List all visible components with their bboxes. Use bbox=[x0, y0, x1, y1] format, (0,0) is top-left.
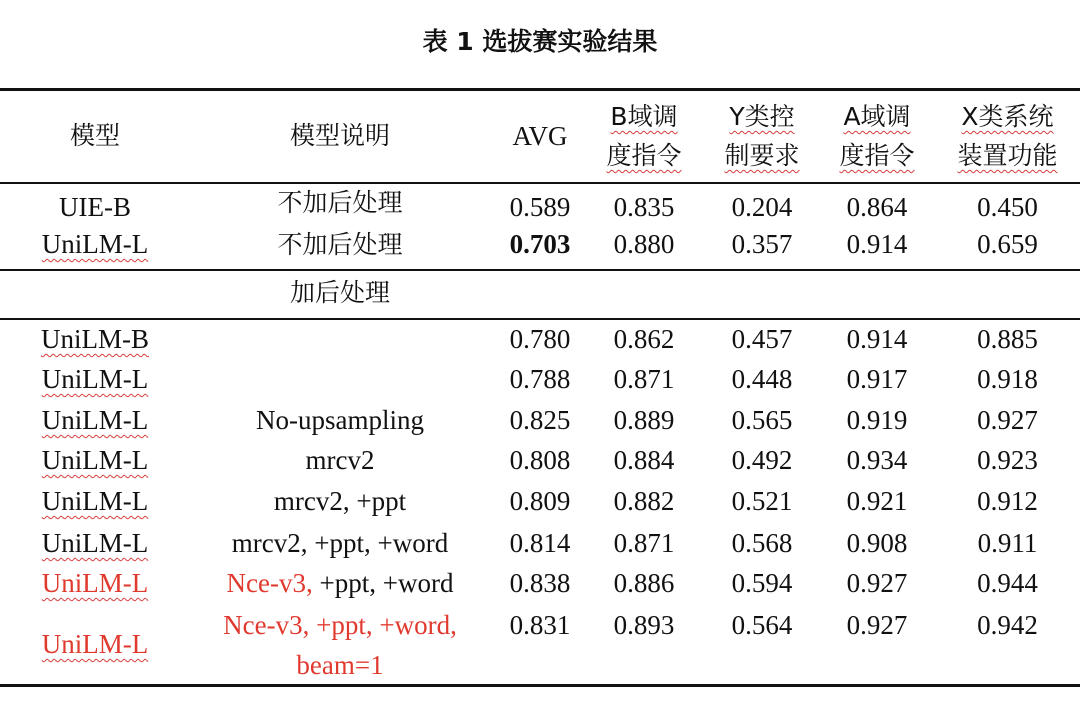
cell-b: 0.871 bbox=[613, 528, 675, 558]
cell-avg: 0.831 bbox=[509, 610, 571, 640]
cell-y: 0.457 bbox=[731, 324, 793, 354]
cell-b: 0.835 bbox=[613, 192, 675, 222]
cell-avg: 0.788 bbox=[509, 364, 571, 394]
cell-desc: 不加后处理 bbox=[277, 188, 403, 217]
cell-y: 0.204 bbox=[731, 192, 793, 222]
cell-desc bbox=[205, 319, 475, 359]
header-rule bbox=[0, 182, 1080, 184]
cell-model-text: UniLM-L bbox=[41, 568, 149, 598]
header-avg: AVG bbox=[512, 121, 568, 151]
cell-a: 0.914 bbox=[846, 324, 908, 354]
cell-y: 0.492 bbox=[731, 445, 793, 475]
cell-b: 0.889 bbox=[613, 405, 675, 435]
cell-model-text: UniLM-L bbox=[41, 229, 149, 259]
cell-desc: mrcv2, +ppt bbox=[273, 486, 407, 516]
cell-avg: 0.814 bbox=[509, 528, 571, 558]
cell-model bbox=[30, 523, 160, 563]
cell-a: 0.927 bbox=[846, 568, 908, 598]
cell-x: 0.450 bbox=[977, 192, 1038, 222]
section-label: 加后处理 bbox=[289, 278, 390, 307]
cell-x: 0.885 bbox=[977, 324, 1038, 354]
cell-b: 0.880 bbox=[613, 229, 675, 259]
cell-model: UIE-B bbox=[59, 192, 131, 222]
cell-b: 0.871 bbox=[613, 364, 675, 394]
header-y-class bbox=[703, 97, 821, 175]
cell-model bbox=[30, 319, 160, 359]
cell-b: 0.882 bbox=[613, 486, 675, 516]
cell-a: 0.927 bbox=[846, 610, 908, 640]
cell-model-text: UniLM-L bbox=[41, 629, 149, 659]
cell-a: 0.919 bbox=[846, 405, 908, 435]
cell-desc bbox=[205, 605, 475, 689]
header-b-line2: 度指令 bbox=[606, 141, 682, 170]
cell-desc-text: No-upsampling bbox=[256, 405, 424, 435]
cell-desc: mrcv2, +ppt, +word bbox=[231, 528, 449, 558]
cell-y: 0.568 bbox=[731, 528, 793, 558]
cell-b: 0.893 bbox=[613, 610, 675, 640]
header-x-class bbox=[940, 97, 1075, 175]
cell-model bbox=[30, 624, 160, 664]
cell-model-text: UniLM-B bbox=[41, 324, 149, 354]
cell-a: 0.864 bbox=[846, 192, 908, 222]
header-b-domain bbox=[585, 97, 703, 175]
cell-x: 0.918 bbox=[977, 364, 1038, 394]
header-a-domain bbox=[818, 97, 936, 175]
cell-a: 0.908 bbox=[846, 528, 908, 558]
header-y-line1: Y类控 bbox=[729, 102, 795, 131]
cell-desc: mrcv2 bbox=[305, 445, 375, 475]
cell-a: 0.934 bbox=[846, 445, 908, 475]
cell-model-text: UniLM-L bbox=[41, 445, 149, 475]
cell-x: 0.927 bbox=[977, 405, 1038, 435]
bottom-rule bbox=[0, 684, 1080, 687]
cell-avg: 0.838 bbox=[509, 568, 571, 598]
cell-model bbox=[30, 224, 160, 264]
cell-y: 0.521 bbox=[731, 486, 793, 516]
cell-desc bbox=[205, 563, 475, 603]
header-b-line1: B域调 bbox=[610, 102, 678, 131]
cell-a: 0.914 bbox=[846, 229, 908, 259]
cell-avg: 0.808 bbox=[509, 445, 571, 475]
header-y-line2: 制要求 bbox=[724, 141, 800, 170]
cell-a: 0.921 bbox=[846, 486, 908, 516]
cell-b: 0.884 bbox=[613, 445, 675, 475]
cell-model bbox=[30, 481, 160, 521]
cell-b: 0.886 bbox=[613, 568, 675, 598]
cell-desc-line2: beam=1 bbox=[296, 650, 384, 680]
cell-desc: 不加后处理 bbox=[277, 230, 403, 259]
group-rule bbox=[0, 269, 1080, 271]
top-rule bbox=[0, 88, 1080, 91]
cell-model bbox=[30, 440, 160, 480]
cell-model bbox=[30, 400, 160, 440]
cell-desc-highlight: Nce-v3, bbox=[226, 568, 313, 598]
cell-y: 0.357 bbox=[731, 229, 793, 259]
cell-avg: 0.780 bbox=[509, 324, 571, 354]
cell-model bbox=[30, 359, 160, 399]
header-x-line1: X类系统 bbox=[961, 102, 1054, 131]
cell-desc-line1: Nce-v3, +ppt, +word, bbox=[223, 610, 457, 640]
cell-x: 0.942 bbox=[977, 610, 1038, 640]
cell-y: 0.564 bbox=[731, 610, 793, 640]
cell-y: 0.565 bbox=[731, 405, 793, 435]
header-a-line1: A域调 bbox=[843, 102, 911, 131]
header-a-line2: 度指令 bbox=[839, 141, 915, 170]
cell-desc bbox=[205, 359, 475, 399]
cell-x: 0.911 bbox=[977, 528, 1038, 558]
cell-x: 0.923 bbox=[977, 445, 1038, 475]
header-model: 模型 bbox=[69, 121, 120, 150]
cell-b: 0.862 bbox=[613, 324, 675, 354]
cell-x: 0.659 bbox=[977, 229, 1038, 259]
cell-desc bbox=[205, 400, 475, 440]
cell-x: 0.944 bbox=[977, 568, 1038, 598]
cell-model-text: UniLM-L bbox=[41, 364, 149, 394]
cell-avg: 0.825 bbox=[509, 405, 571, 435]
cell-avg: 0.589 bbox=[509, 192, 571, 222]
cell-x: 0.912 bbox=[977, 486, 1038, 516]
header-x-line2: 装置功能 bbox=[957, 141, 1058, 170]
cell-model bbox=[30, 563, 160, 603]
cell-a: 0.917 bbox=[846, 364, 908, 394]
cell-model-text: UniLM-L bbox=[41, 486, 149, 516]
cell-desc-rest: +ppt, +word bbox=[312, 568, 454, 598]
header-desc: 模型说明 bbox=[289, 121, 390, 150]
cell-y: 0.448 bbox=[731, 364, 793, 394]
cell-y: 0.594 bbox=[731, 568, 793, 598]
cell-model-text: UniLM-L bbox=[41, 405, 149, 435]
cell-avg: 0.703 bbox=[509, 229, 571, 259]
cell-model-text: UniLM-L bbox=[41, 528, 149, 558]
table-caption: 表 1 选拔赛实验结果 bbox=[422, 27, 658, 56]
cell-avg: 0.809 bbox=[509, 486, 571, 516]
